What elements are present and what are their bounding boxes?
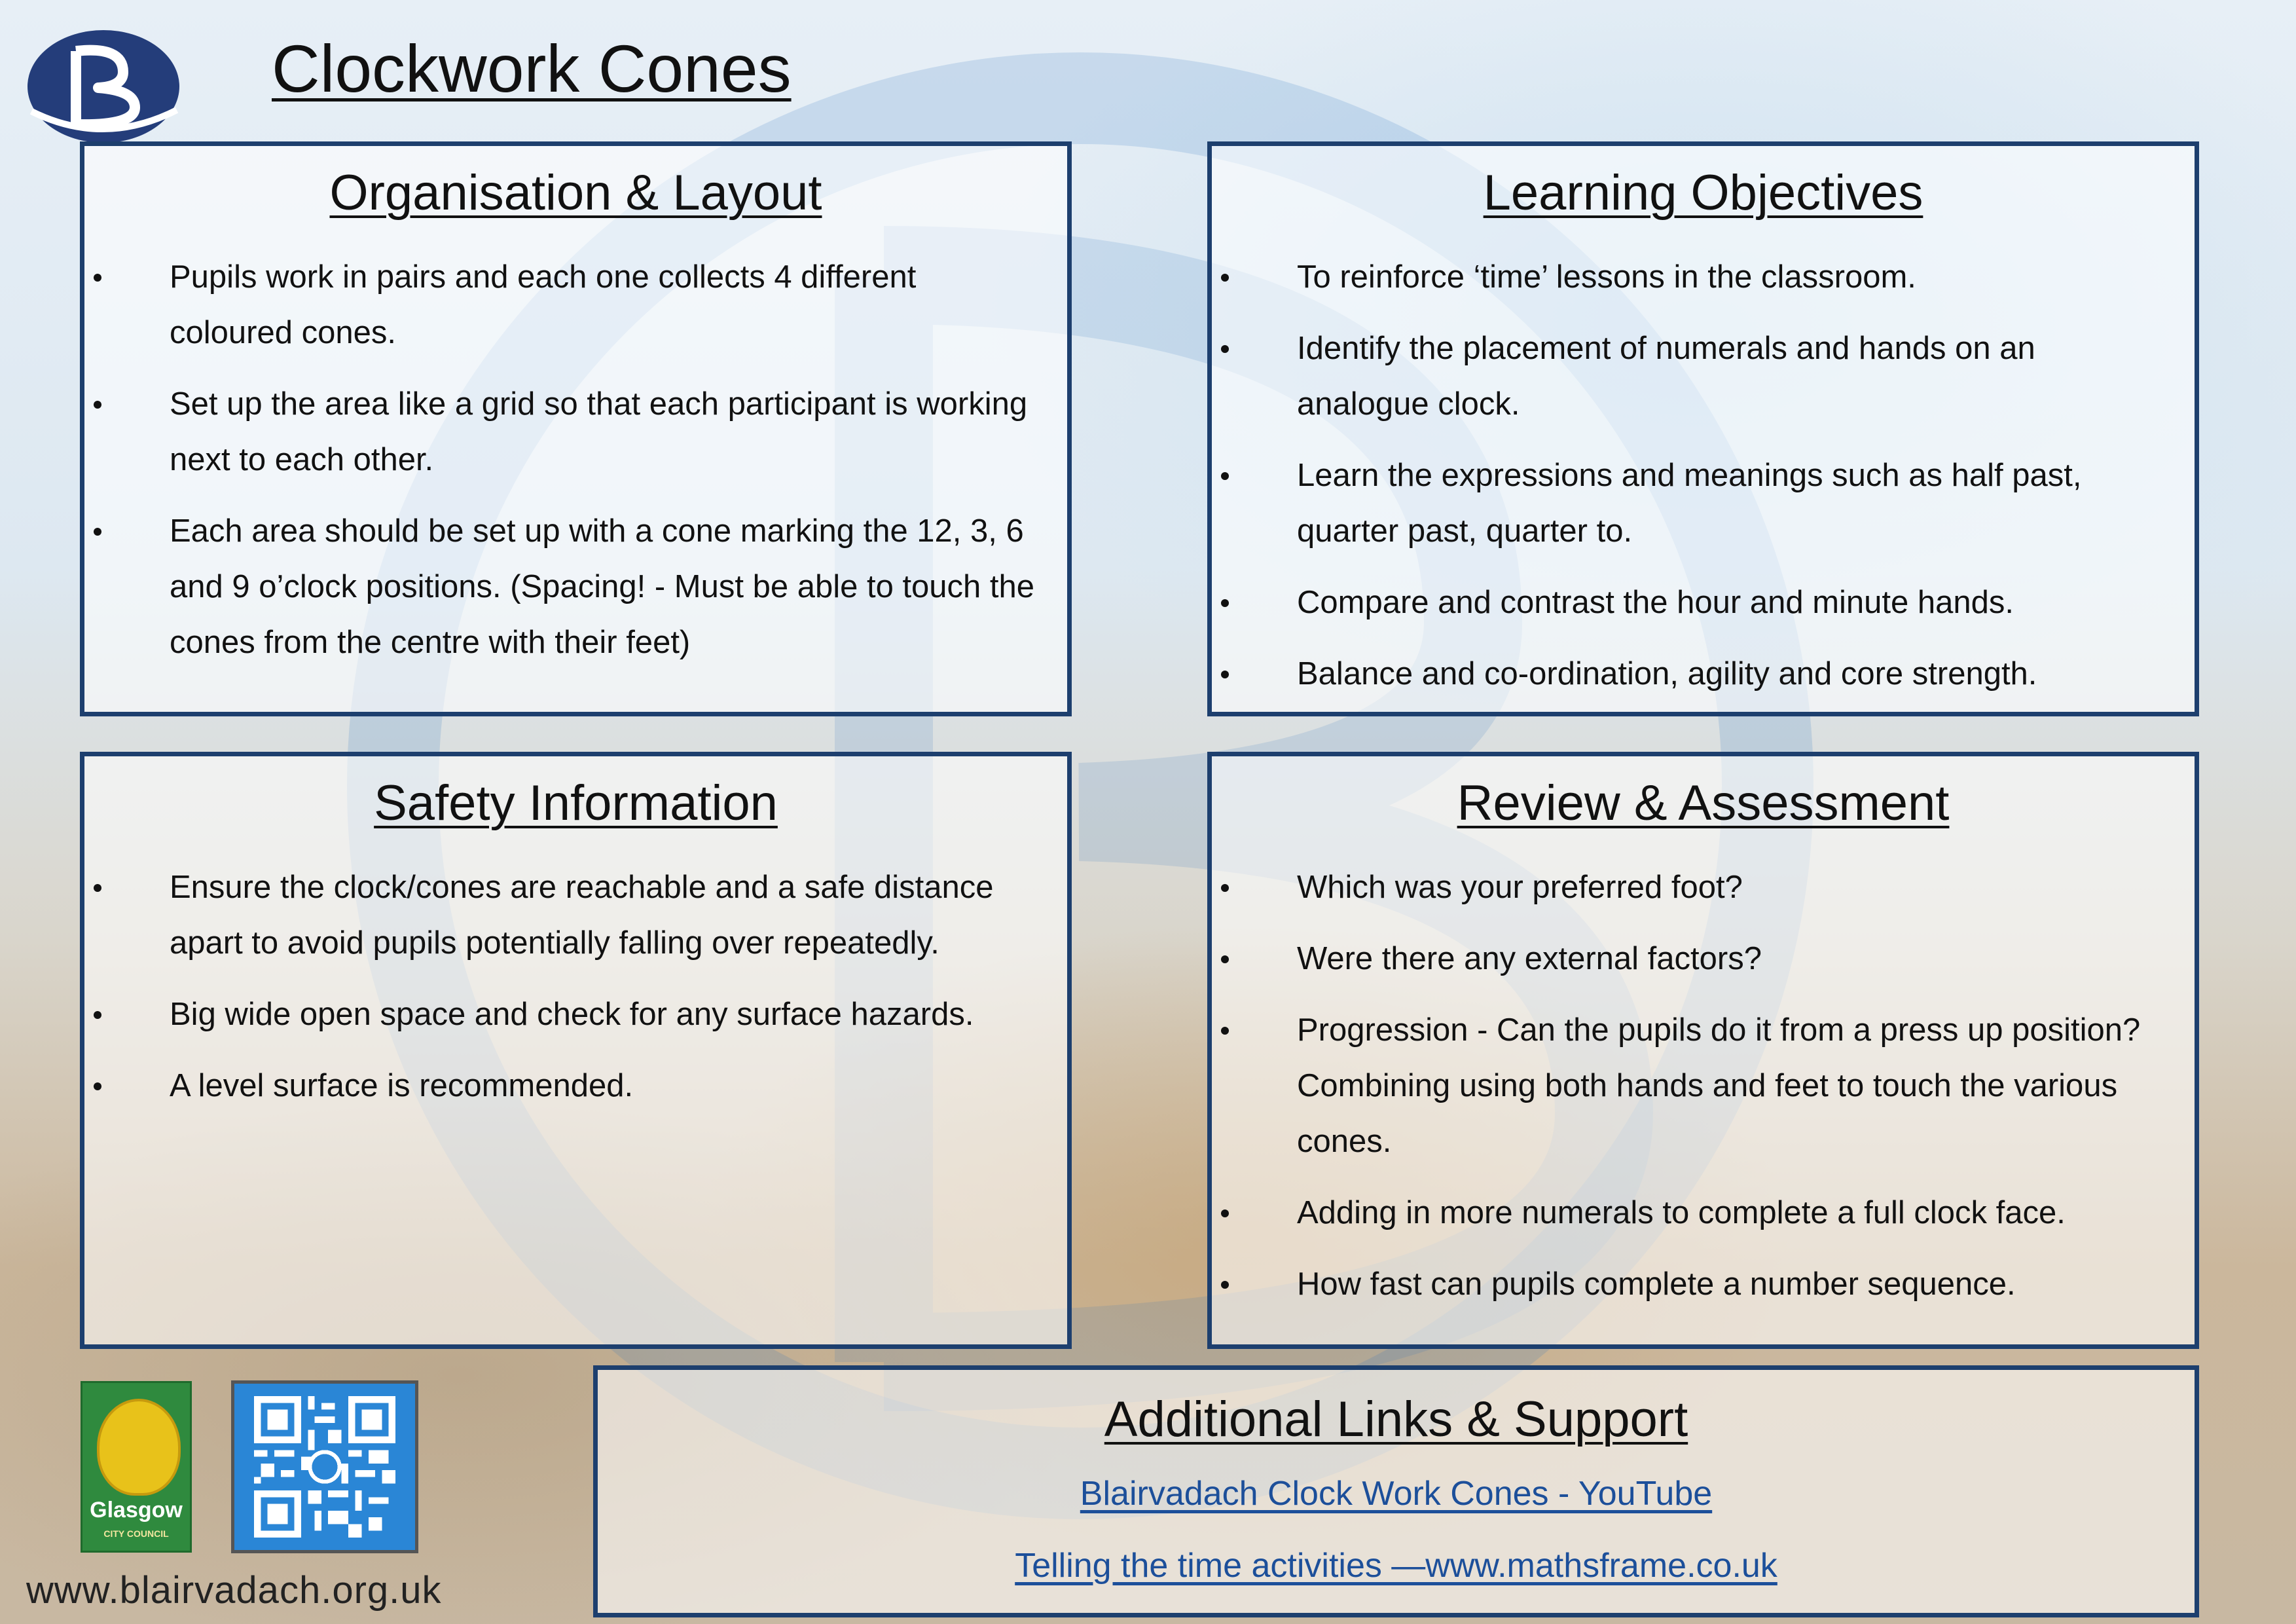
list-item-text: Set up the area like a grid so that each participant is working next to each other. [170,386,1028,477]
bullet-list [84,249,1067,671]
bullet-dot-icon [94,1082,101,1090]
list-item-text: Adding in more numerals to complete a full clock face. [1297,1195,2066,1230]
bullet-list [1212,860,2195,1312]
bullet-dot-icon [94,884,101,892]
council-subtitle: CITY COUNCIL [103,1528,169,1539]
bullet-list [84,860,1067,1114]
list-item-text: Were there any external factors? [1297,941,1762,976]
list-item-text: Ensure the clock/cones are reachable and a safe distance apart to avoid pupils potentially falling over repeatedly. [170,870,994,961]
list-item [84,377,1048,488]
glasgow-city-council-crest-icon [97,1399,181,1496]
list-item [1212,1257,2175,1312]
mathsframe-link[interactable]: Telling the time activities —www.mathsframe.co.uk [1015,1547,1777,1585]
bullet-dot-icon [1221,1281,1229,1289]
list-item-text: A level surface is recommended. [170,1068,634,1103]
list-item-text: Balance and co-ordination, agility and core strength. [1297,656,2037,692]
council-name: Glasgow [90,1498,183,1522]
list-item [1212,448,2175,559]
list-item-text: Big wide open space and check for any surface hazards. [170,997,974,1032]
bullet-dot-icon [94,274,101,282]
review-assessment-panel [1207,752,2199,1349]
list-item [1212,1185,2175,1241]
list-item [84,504,1048,671]
glasgow-city-council-logo [81,1381,192,1553]
qr-code[interactable] [231,1380,418,1553]
footer-url: www.blairvadach.org.uk [26,1569,442,1612]
bullet-dot-icon [1221,599,1229,607]
panel-heading: Learning Objectives [1483,165,1923,221]
list-item-text: Which was your preferred foot? [1297,870,1743,905]
list-item [1212,249,2175,305]
list-item-text: Identify the placement of numerals and hands on an analogue clock. [1297,331,2035,422]
list-item [1212,321,2175,432]
list-item [84,249,1048,361]
page-title: Clockwork Cones [272,31,792,106]
bullet-dot-icon [94,401,101,409]
panel-heading: Additional Links & Support [1104,1392,1688,1447]
bullet-dot-icon [1221,884,1229,892]
bullet-dot-icon [1221,671,1229,678]
list-item-text: Pupils work in pairs and each one collects 4 different coloured cones. [170,259,917,350]
qr-code-icon [254,1395,395,1538]
list-item [1212,931,2175,987]
panel-heading: Organisation & Layout [329,165,822,221]
list-item [1212,1003,2175,1170]
safety-information-panel [80,752,1072,1349]
list-item-text: Compare and contrast the hour and minute hands. [1297,585,2014,620]
youtube-link[interactable]: Blairvadach Clock Work Cones - YouTube [1080,1475,1713,1513]
panel-heading: Safety Information [374,775,778,831]
list-item-text: How fast can pupils complete a number sequence. [1297,1266,2016,1302]
bullet-dot-icon [1221,345,1229,353]
bullet-dot-icon [1221,472,1229,480]
learning-objectives-panel [1207,141,2199,716]
blairvadach-logo-icon [25,26,182,151]
list-item [84,860,1048,971]
additional-links-panel [593,1365,2199,1617]
bullet-dot-icon [1221,1027,1229,1035]
bullet-dot-icon [1221,1209,1229,1217]
panel-heading: Review & Assessment [1457,775,1950,831]
list-item-text: Learn the expressions and meanings such as half past, quarter past, quarter to. [1297,458,2082,549]
list-item [1212,575,2175,631]
bullet-dot-icon [94,1011,101,1019]
list-item-text: To reinforce ‘time’ lessons in the classroom. [1297,259,1916,295]
bullet-dot-icon [1221,274,1229,282]
list-item [1212,646,2175,702]
list-item-text: Progression - Can the pupils do it from a press up position? Combining using both hands and feet to touch the various cones. [1297,1012,2141,1159]
list-item [1212,860,2175,915]
bullet-list [1212,249,2195,702]
bullet-dot-icon [94,528,101,536]
organisation-layout-panel [80,141,1072,716]
list-item [84,1058,1048,1114]
list-item [84,987,1048,1043]
list-item-text: Each area should be set up with a cone marking the 12, 3, 6 and 9 o’clock positions. (Spacing! - Must be able to touch the cones from the centre with their feet) [170,513,1035,660]
bullet-dot-icon [1221,955,1229,963]
